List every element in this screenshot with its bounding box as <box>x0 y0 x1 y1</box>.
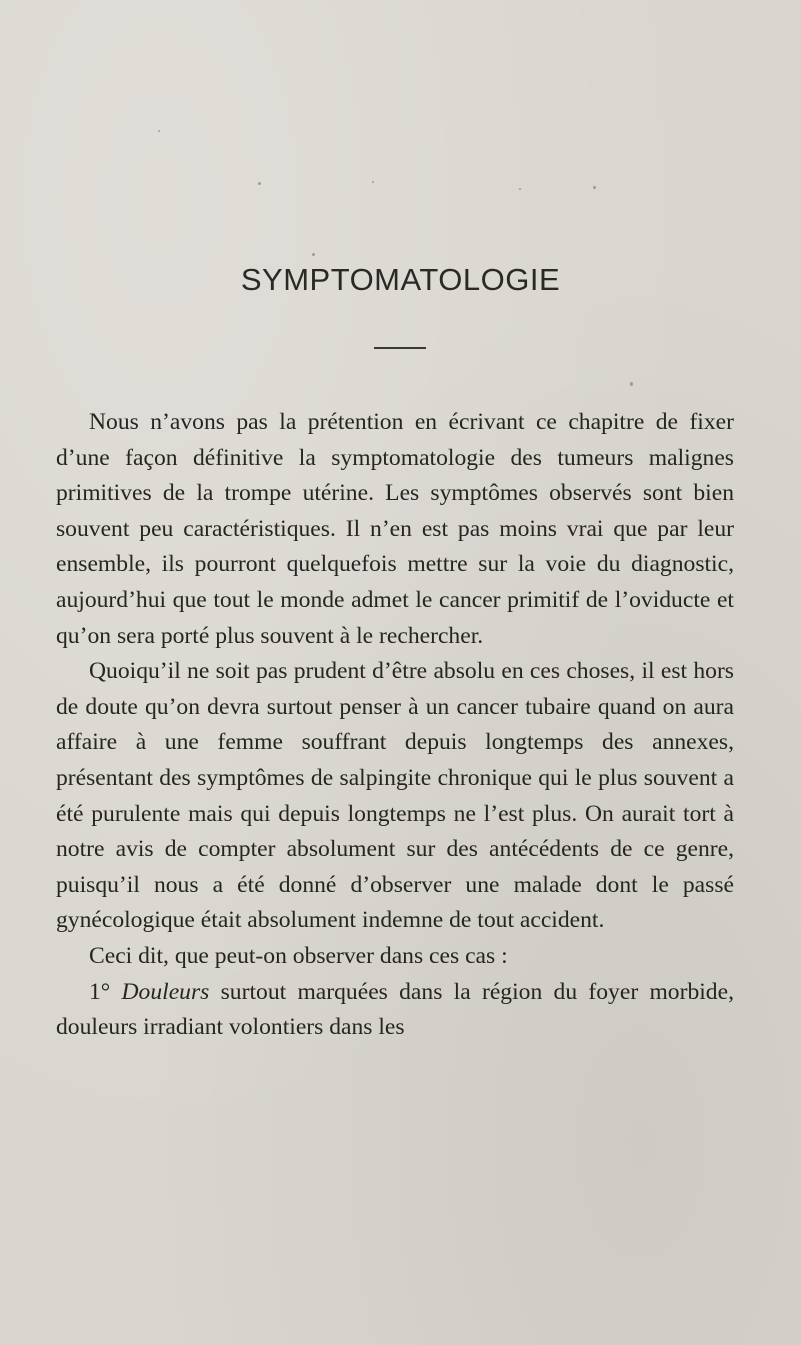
paragraph: Nous n’avons pas la prétention en écrivant ce chapitre de fixer d’une façon définitive la symptomatologie des tumeurs malignes primitives de la trompe utérine. Les symptômes observés sont bien souvent peu caractéristiques. Il n’en est pas moins vrai que par leur ensemble, ils pourront quelquefois mettre sur la voie du diagnostic, aujourd’hui que tout le monde admet le cancer primitif de l’oviducte et qu’on sera porté plus souvent à le rechercher. <box>56 409 734 649</box>
emphasis-term: Douleurs <box>121 978 210 1005</box>
paper-speck <box>630 382 633 386</box>
list-item <box>56 975 734 1046</box>
paper-speck <box>519 188 521 190</box>
list-number: 1° <box>89 978 111 1005</box>
paper-speck <box>372 181 374 183</box>
list-item-text: surtout marquées dans la région du foyer morbide, douleurs irradiant volontiers dans les <box>56 978 734 1041</box>
body-text <box>56 405 734 1046</box>
paper-speck <box>258 182 261 185</box>
paragraph: Ceci dit, que peut-on observer dans ces cas : <box>89 942 508 969</box>
paragraph: Quoiqu’il ne soit pas prudent d’être absolu en ces choses, il est hors de doute qu’on devra surtout penser à un cancer tubaire quand on aura affaire à une femme souffrant depuis longtemps des annexes, présentant des symptômes de salpingite chronique qui le plus souvent a été purulente mais qui depuis longtemps ne l’est plus. On aurait tort à notre avis de compter absolument sur des antécédents de ce genre, puisqu’il nous a été donné d’observer une malade dont le passé gynécologique était absolument indemne de tout accident. <box>56 658 734 934</box>
paper-speck <box>158 130 160 132</box>
title-divider <box>374 347 426 349</box>
paper-speck <box>593 186 596 189</box>
paper-speck <box>312 253 315 256</box>
chapter-title: SYMPTOMATOLOGIE <box>240 262 561 297</box>
